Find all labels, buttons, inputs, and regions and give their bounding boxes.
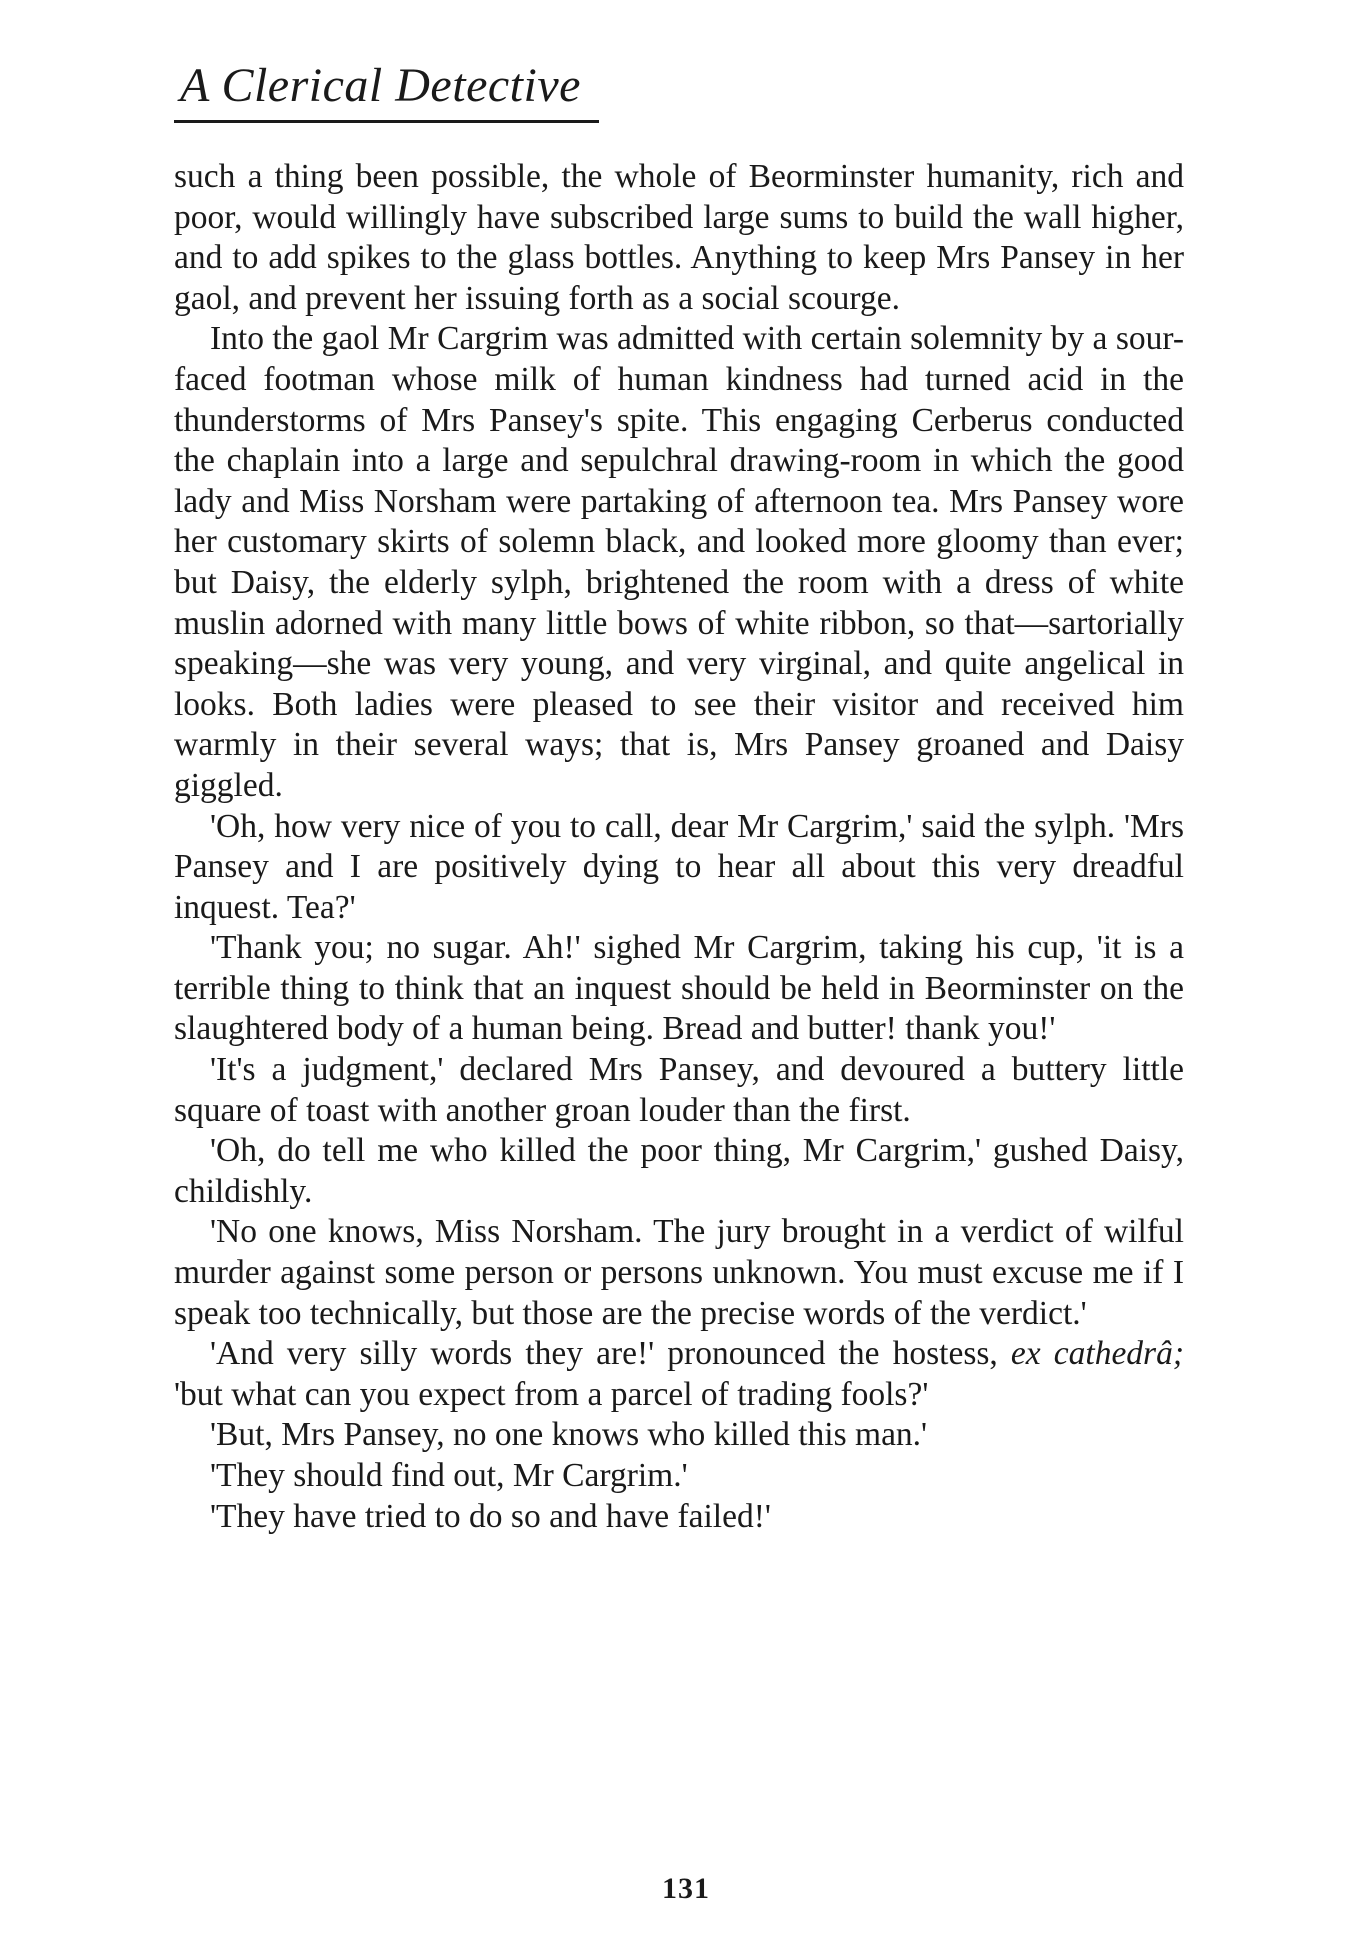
paragraph: 'Oh, do tell me who killed the poor thing, Mr Cargrim,' gushed Daisy, childishly. (174, 1132, 1184, 1210)
running-head: A Clerical Detective (180, 59, 581, 112)
paragraph: 'It's a judgment,' declared Mrs Pansey, and devoured a buttery little square of toast with another groan louder than the first. (174, 1051, 1184, 1129)
latin-phrase: ex cathedrâ; (1010, 1335, 1184, 1373)
page-number: 131 (662, 1872, 710, 1905)
book-page (174, 58, 1184, 1537)
header-rule (174, 120, 599, 123)
paragraph (174, 1334, 1184, 1415)
paragraph: 'They have tried to do so and have failed!' (210, 1497, 771, 1535)
body-text (174, 157, 1184, 1537)
paragraph: such a thing been possible, the whole of Beorminster humanity, rich and poor, would willingly have subscribed large sums to build the wall higher, and to add spikes to the glass bottles. Anything to keep Mrs Pansey in her gaol, and prevent her issuing forth as a social scourge. (174, 158, 1184, 317)
paragraph-text: 'And very silly words they are!' pronounced the hostess, (210, 1335, 998, 1373)
paragraph: 'Thank you; no sugar. Ah!' sighed Mr Cargrim, taking his cup, 'it is a terrible thing to think that an inquest should be held in Beorminster on the slaughtered body of a human being. Bread and butter! thank you!' (174, 929, 1184, 1048)
paragraph: Into the gaol Mr Cargrim was admitted with certain solemnity by a sour-faced footman whose milk of human kindness had turned acid in the thunderstorms of Mrs Pansey's spite. This engaging Cerberus conducted the chaplain into a large and sepulchral drawing-room in which the good lady and Miss Norsham were partaking of afternoon tea. Mrs Pansey wore her customary skirts of solemn black, and looked more gloomy than ever; but Daisy, the elderly sylph, brightened the room with a dress of white muslin adorned with many little bows of white ribbon, so that—sartorially speaking—she was very young, and very virginal, and quite angelical in looks. Both ladies were pleased to see their visitor and received him warmly in their several ways; that is, Mrs Pansey groaned and Daisy giggled. (174, 320, 1184, 804)
paragraph: 'No one knows, Miss Norsham. The jury brought in a verdict of wilful murder against some person or persons unknown. You must excuse me if I speak too technically, but those are the precise words of the verdict.' (174, 1213, 1184, 1332)
paragraph-text: 'but what can you expect from a parcel of trading fools?' (174, 1375, 929, 1413)
paragraph: 'But, Mrs Pansey, no one knows who killed this man.' (210, 1416, 928, 1454)
paragraph: 'Oh, how very nice of you to call, dear Mr Cargrim,' said the sylph. 'Mrs Pansey and I are positively dying to hear all about this very dreadful inquest. Tea?' (174, 807, 1184, 926)
paragraph: 'They should find out, Mr Cargrim.' (210, 1457, 688, 1494)
